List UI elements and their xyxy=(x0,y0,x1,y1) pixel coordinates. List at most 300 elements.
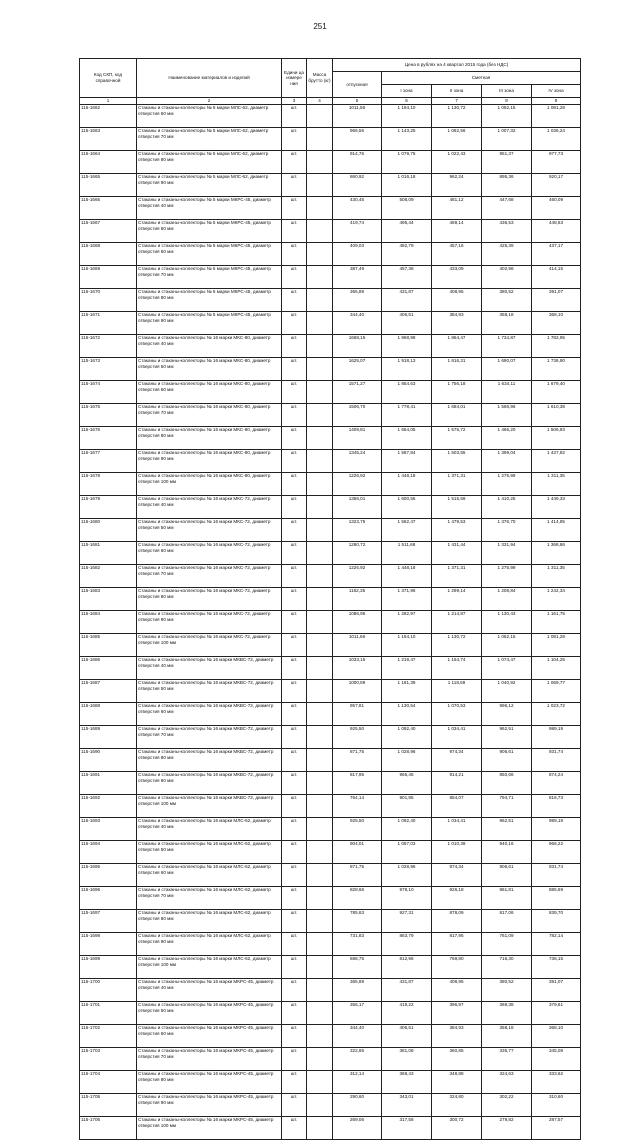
header-code: Код СКП, код справочной xyxy=(80,59,137,98)
zone-1-price: 495,44 xyxy=(382,220,432,243)
item-unit: шт. xyxy=(282,174,307,197)
item-name: Стаканы и стаканы-коллекторы № 5 марки МКРС-45, диаметр отверстия 40 мм xyxy=(137,197,282,220)
table-row xyxy=(80,634,581,657)
release-price: 914,76 xyxy=(333,151,382,174)
table-row xyxy=(80,1117,581,1140)
item-name: Стаканы и стаканы-коллекторы № 16 марки МКРС-45, диаметр отверстия 70 мм xyxy=(137,1048,282,1071)
item-mass xyxy=(307,151,333,174)
table-row xyxy=(80,657,581,680)
item-code: 115-1671 xyxy=(80,312,137,335)
table-row xyxy=(80,795,581,818)
table-row xyxy=(80,473,581,496)
item-unit: шт. xyxy=(282,841,307,864)
zone-3-price: 951,37 xyxy=(482,151,532,174)
item-code: 115-1702 xyxy=(80,1025,137,1048)
zone-3-price: 380,52 xyxy=(482,979,532,1002)
zone-3-price: 761,09 xyxy=(482,933,532,956)
table-row xyxy=(80,565,581,588)
item-mass xyxy=(307,841,333,864)
zone-2-price: 1 515,59 xyxy=(432,496,482,519)
item-code: 115-1678 xyxy=(80,473,137,496)
zone-4-price: 391,07 xyxy=(532,289,581,312)
zone-2-price: 974,34 xyxy=(432,864,482,887)
release-price: 1011,66 xyxy=(333,634,382,657)
zone-3-price: 817,06 xyxy=(482,910,532,933)
zone-4-price: 1 311,35 xyxy=(532,565,581,588)
item-code: 115-1677 xyxy=(80,450,137,473)
table-row xyxy=(80,588,581,611)
zone-2-price: 1 756,18 xyxy=(432,381,482,404)
release-price: 828,66 xyxy=(333,887,382,910)
zone-4-price: 1 081,28 xyxy=(532,634,581,657)
zone-2-price: 408,95 xyxy=(432,979,482,1002)
table-row xyxy=(80,749,581,772)
item-code: 115-1694 xyxy=(80,841,137,864)
release-price: 1625,07 xyxy=(333,358,382,381)
item-code: 115-1689 xyxy=(80,726,137,749)
release-price: 1226,92 xyxy=(333,473,382,496)
item-name: Стаканы и стаканы-коллекторы № 16 марки МКВС-72, диаметр отверстия 40 мм xyxy=(137,657,282,680)
item-mass xyxy=(307,933,333,956)
release-price: 966,56 xyxy=(333,128,382,151)
item-mass xyxy=(307,473,333,496)
item-name: Стаканы и стаканы-коллекторы № 16 марки МКС-72, диаметр отверстия 70 мм xyxy=(137,565,282,588)
item-code: 115-1676 xyxy=(80,427,137,450)
zone-1-price: 1 968,98 xyxy=(382,335,432,358)
item-mass xyxy=(307,910,333,933)
item-name: Стаканы и стаканы-коллекторы № 16 марки МКВС-72, диаметр отверстия 70 мм xyxy=(137,726,282,749)
zone-2-price: 1 575,72 xyxy=(432,427,482,450)
item-name: Стаканы и стаканы-коллекторы № 16 марки МКС-80, диаметр отверстия 100 мм xyxy=(137,473,282,496)
zone-1-price: 1 282,97 xyxy=(382,611,432,634)
item-mass xyxy=(307,588,333,611)
release-price: 1323,75 xyxy=(333,519,382,542)
item-mass xyxy=(307,381,333,404)
zone-4-price: 989,19 xyxy=(532,818,581,841)
item-unit: шт. xyxy=(282,795,307,818)
zone-3-price: 425,39 xyxy=(482,243,532,266)
item-unit: шт. xyxy=(282,105,307,128)
item-name: Стаканы и стаканы-коллекторы № 16 марки МЛС-62, диаметр отверстия 70 мм xyxy=(137,887,282,910)
table-row xyxy=(80,496,581,519)
zone-3-price: 1 040,92 xyxy=(482,680,532,703)
table-row xyxy=(80,864,581,887)
item-code: 115-1700 xyxy=(80,979,137,1002)
zone-3-price: 895,36 xyxy=(482,174,532,197)
item-code: 115-1697 xyxy=(80,910,137,933)
zone-1-price: 1 562,47 xyxy=(382,519,432,542)
zone-1-price: 1 092,40 xyxy=(382,818,432,841)
release-price: 365,89 xyxy=(333,979,382,1002)
table-row xyxy=(80,726,581,749)
table-row xyxy=(80,312,581,335)
item-unit: шт. xyxy=(282,657,307,680)
item-name: Стаканы и стаканы-коллекторы № 5 марки МЛС-62, диаметр отверстия 60 мм xyxy=(137,105,282,128)
item-unit: шт. xyxy=(282,1094,307,1117)
item-name: Стаканы и стаканы-коллекторы № 5 марки МКРС-45, диаметр отверстия 90 мм xyxy=(137,312,282,335)
release-price: 419,74 xyxy=(333,220,382,243)
item-code: 115-1670 xyxy=(80,289,137,312)
zone-1-price: 1 448,18 xyxy=(382,565,432,588)
zone-4-price: 368,10 xyxy=(532,312,581,335)
item-code: 115-1662 xyxy=(80,105,137,128)
item-unit: шт. xyxy=(282,312,307,335)
zone-4-price: 931,74 xyxy=(532,749,581,772)
zone-4-price: 1 069,77 xyxy=(532,680,581,703)
item-mass xyxy=(307,1048,333,1071)
item-unit: шт. xyxy=(282,933,307,956)
header-zone-2: II зона xyxy=(432,85,482,98)
item-unit: шт. xyxy=(282,864,307,887)
zone-4-price: 989,19 xyxy=(532,726,581,749)
release-price: 387,49 xyxy=(333,266,382,289)
zone-3-price: 794,71 xyxy=(482,795,532,818)
page-number: 251 xyxy=(313,22,327,31)
header-unit: Едини ца измере ния xyxy=(282,59,307,98)
zone-3-price: 996,12 xyxy=(482,703,532,726)
zone-4-price: 1 104,25 xyxy=(532,657,581,680)
column-number: 5 xyxy=(333,98,382,105)
release-price: 688,75 xyxy=(333,956,382,979)
item-name: Стаканы и стаканы-коллекторы № 5 марки МКРС-45, диаметр отверстия 50 мм xyxy=(137,220,282,243)
item-code: 115-1672 xyxy=(80,335,137,358)
zone-1-price: 1 092,40 xyxy=(382,726,432,749)
zone-2-price: 854,07 xyxy=(432,795,482,818)
release-price: 365,89 xyxy=(333,289,382,312)
zone-4-price: 437,17 xyxy=(532,243,581,266)
zone-2-price: 324,80 xyxy=(432,1094,482,1117)
zone-3-price: 402,98 xyxy=(482,266,532,289)
item-name: Стаканы и стаканы-коллекторы № 16 марки МКВС-72, диаметр отверстия 100 мм xyxy=(137,795,282,818)
zone-2-price: 348,88 xyxy=(432,1071,482,1094)
item-code: 115-1691 xyxy=(80,772,137,795)
item-code: 115-1679 xyxy=(80,496,137,519)
item-mass xyxy=(307,1071,333,1094)
zone-4-price: 1 437,82 xyxy=(532,450,581,473)
item-code: 115-1706 xyxy=(80,1117,137,1140)
zone-1-price: 1 371,96 xyxy=(382,588,432,611)
item-code: 115-1703 xyxy=(80,1048,137,1071)
release-price: 1571,27 xyxy=(333,381,382,404)
zone-1-price: 812,96 xyxy=(382,956,432,979)
zone-2-price: 469,14 xyxy=(432,220,482,243)
zone-2-price: 1 082,56 xyxy=(432,128,482,151)
zone-4-price: 1 610,38 xyxy=(532,404,581,427)
zone-3-price: 1 331,94 xyxy=(482,542,532,565)
zone-1-price: 368,43 xyxy=(382,1071,432,1094)
item-name: Стаканы и стаканы-коллекторы № 16 марки МКС-72, диаметр отверстия 90 мм xyxy=(137,611,282,634)
item-code: 115-1699 xyxy=(80,956,137,979)
zone-1-price: 343,01 xyxy=(382,1094,432,1117)
item-code: 115-1692 xyxy=(80,795,137,818)
item-unit: шт. xyxy=(282,220,307,243)
item-unit: шт. xyxy=(282,818,307,841)
zone-3-price: 906,61 xyxy=(482,749,532,772)
item-mass xyxy=(307,427,333,450)
zone-4-price: 874,24 xyxy=(532,772,581,795)
price-table xyxy=(79,58,581,1140)
zone-1-price: 508,09 xyxy=(382,197,432,220)
release-price: 1356,01 xyxy=(333,496,382,519)
item-mass xyxy=(307,496,333,519)
table-row xyxy=(80,542,581,565)
table-row xyxy=(80,1094,581,1117)
zone-4-price: 391,07 xyxy=(532,979,581,1002)
header-release-price: отпускная xyxy=(333,72,382,98)
zone-1-price: 457,38 xyxy=(382,266,432,289)
zone-2-price: 481,12 xyxy=(432,197,482,220)
release-price: 355,17 xyxy=(333,1002,382,1025)
release-price: 1086,95 xyxy=(333,611,382,634)
item-mass xyxy=(307,450,333,473)
zone-1-price: 1 664,05 xyxy=(382,427,432,450)
table-row xyxy=(80,105,581,128)
zone-4-price: 379,61 xyxy=(532,1002,581,1025)
zone-3-price: 279,82 xyxy=(482,1117,532,1140)
zone-1-price: 381,08 xyxy=(382,1048,432,1071)
item-name: Стаканы и стаканы-коллекторы № 16 марки МКС-72, диаметр отверстия 100 мм xyxy=(137,634,282,657)
zone-2-price: 1 118,68 xyxy=(432,680,482,703)
zone-2-price: 1 034,41 xyxy=(432,818,482,841)
item-mass xyxy=(307,772,333,795)
item-mass xyxy=(307,703,333,726)
item-unit: шт. xyxy=(282,473,307,496)
zone-1-price: 1 511,68 xyxy=(382,542,432,565)
table-row xyxy=(80,519,581,542)
zone-2-price: 1 371,31 xyxy=(432,473,482,496)
release-price: 785,63 xyxy=(333,910,382,933)
zone-3-price: 850,66 xyxy=(482,772,532,795)
zone-4-price: 1 081,28 xyxy=(532,105,581,128)
zone-1-price: 863,79 xyxy=(382,933,432,956)
item-mass xyxy=(307,105,333,128)
item-unit: шт. xyxy=(282,335,307,358)
item-unit: шт. xyxy=(282,381,307,404)
zone-4-price: 414,15 xyxy=(532,266,581,289)
release-price: 764,14 xyxy=(333,795,382,818)
item-unit: шт. xyxy=(282,887,307,910)
item-unit: шт. xyxy=(282,749,307,772)
zone-3-price: 1 052,15 xyxy=(482,105,532,128)
column-number: 9 xyxy=(532,98,581,105)
zone-1-price: 431,87 xyxy=(382,289,432,312)
item-code: 115-1704 xyxy=(80,1071,137,1094)
header-estimate-price: Сметная xyxy=(382,72,581,85)
zone-4-price: 885,69 xyxy=(532,887,581,910)
column-number: 4 xyxy=(307,98,333,105)
zone-1-price: 1 028,96 xyxy=(382,749,432,772)
zone-4-price: 1 449,33 xyxy=(532,496,581,519)
zone-2-price: 1 864,47 xyxy=(432,335,482,358)
zone-2-price: 1 010,39 xyxy=(432,841,482,864)
item-name: Стаканы и стаканы-коллекторы № 16 марки МЛС-62, диаметр отверстия 60 мм xyxy=(137,864,282,887)
header-zone-4: IV зона xyxy=(532,85,581,98)
zone-4-price: 1 036,24 xyxy=(532,128,581,151)
table-row xyxy=(80,680,581,703)
zone-4-price: 1 242,34 xyxy=(532,588,581,611)
zone-4-price: 333,62 xyxy=(532,1071,581,1094)
zone-4-price: 1 023,72 xyxy=(532,703,581,726)
item-mass xyxy=(307,634,333,657)
column-number: 3 xyxy=(282,98,307,105)
zone-2-price: 1 034,41 xyxy=(432,726,482,749)
zone-4-price: 736,15 xyxy=(532,956,581,979)
zone-2-price: 974,34 xyxy=(432,749,482,772)
zone-1-price: 1 143,25 xyxy=(382,128,432,151)
zone-3-price: 1 275,99 xyxy=(482,473,532,496)
release-price: 860,92 xyxy=(333,174,382,197)
zone-2-price: 1 130,72 xyxy=(432,105,482,128)
zone-1-price: 1 067,03 xyxy=(382,841,432,864)
zone-4-price: 977,73 xyxy=(532,151,581,174)
zone-2-price: 457,16 xyxy=(432,243,482,266)
zone-2-price: 360,85 xyxy=(432,1048,482,1071)
zone-3-price: 1 275,99 xyxy=(482,565,532,588)
zone-1-price: 978,10 xyxy=(382,887,432,910)
zone-3-price: 962,51 xyxy=(482,818,532,841)
item-unit: шт. xyxy=(282,979,307,1002)
zone-4-price: 448,63 xyxy=(532,220,581,243)
zone-2-price: 817,95 xyxy=(432,933,482,956)
release-price: 871,75 xyxy=(333,864,382,887)
zone-1-price: 1 181,39 xyxy=(382,680,432,703)
item-name: Стаканы и стаканы-коллекторы № 16 марки МКВС-72, диаметр отверстия 50 мм xyxy=(137,680,282,703)
zone-3-price: 1 399,04 xyxy=(482,450,532,473)
item-mass xyxy=(307,795,333,818)
item-code: 115-1685 xyxy=(80,634,137,657)
item-mass xyxy=(307,864,333,887)
zone-2-price: 384,93 xyxy=(432,1025,482,1048)
item-code: 115-1683 xyxy=(80,588,137,611)
item-code: 115-1666 xyxy=(80,197,137,220)
item-code: 115-1669 xyxy=(80,266,137,289)
zone-1-price: 1 778,41 xyxy=(382,404,432,427)
zone-2-price: 1 684,01 xyxy=(432,404,482,427)
item-mass xyxy=(307,611,333,634)
item-name: Стаканы и стаканы-коллекторы № 16 марки МКС-80, диаметр отверстия 40 мм xyxy=(137,335,282,358)
zone-3-price: 1 734,87 xyxy=(482,335,532,358)
item-code: 115-1705 xyxy=(80,1094,137,1117)
item-unit: шт. xyxy=(282,197,307,220)
table-row xyxy=(80,1002,581,1025)
zone-2-price: 878,09 xyxy=(432,910,482,933)
zone-2-price: 1 503,55 xyxy=(432,450,482,473)
item-name: Стаканы и стаканы-коллекторы № 16 марки МКРС-45, диаметр отверстия 50 мм xyxy=(137,1002,282,1025)
zone-1-price: 1 194,10 xyxy=(382,105,432,128)
table-row xyxy=(80,151,581,174)
item-mass xyxy=(307,289,333,312)
zone-1-price: 1 016,18 xyxy=(382,174,432,197)
item-unit: шт. xyxy=(282,1117,307,1140)
item-mass xyxy=(307,1002,333,1025)
zone-4-price: 310,60 xyxy=(532,1094,581,1117)
item-mass xyxy=(307,749,333,772)
item-name: Стаканы и стаканы-коллекторы № 16 марки МКВС-72, диаметр отверстия 80 мм xyxy=(137,749,282,772)
item-unit: шт. xyxy=(282,404,307,427)
item-code: 115-1701 xyxy=(80,1002,137,1025)
item-unit: шт. xyxy=(282,588,307,611)
item-code: 115-1663 xyxy=(80,128,137,151)
release-price: 871,75 xyxy=(333,749,382,772)
item-unit: шт. xyxy=(282,450,307,473)
zone-1-price: 965,45 xyxy=(382,772,432,795)
table-row xyxy=(80,197,581,220)
item-mass xyxy=(307,358,333,381)
table-row xyxy=(80,841,581,864)
zone-1-price: 431,87 xyxy=(382,979,432,1002)
release-price: 925,50 xyxy=(333,818,382,841)
item-unit: шт. xyxy=(282,542,307,565)
zone-1-price: 1 918,13 xyxy=(382,358,432,381)
item-name: Стаканы и стаканы-коллекторы № 16 марки МЛС-62, диаметр отверстия 80 мм xyxy=(137,910,282,933)
release-price: 1011,56 xyxy=(333,105,382,128)
item-name: Стаканы и стаканы-коллекторы № 16 марки МКС-72, диаметр отверстия 40 мм xyxy=(137,496,282,519)
item-unit: шт. xyxy=(282,1071,307,1094)
zone-3-price: 1 466,20 xyxy=(482,427,532,450)
item-name: Стаканы и стаканы-коллекторы № 5 марки МКРС-45, диаметр отверстия 70 мм xyxy=(137,266,282,289)
zone-2-price: 1 479,53 xyxy=(432,519,482,542)
item-name: Стаканы и стаканы-коллекторы № 16 марки МКРС-45, диаметр отверстия 100 мм xyxy=(137,1117,282,1140)
zone-1-price: 1 194,10 xyxy=(382,634,432,657)
zone-3-price: 1 566,96 xyxy=(482,404,532,427)
zone-1-price: 1 130,54 xyxy=(382,703,432,726)
table-row xyxy=(80,174,581,197)
item-name: Стаканы и стаканы-коллекторы № 5 марки МКРС-45, диаметр отверстия 80 мм xyxy=(137,289,282,312)
zone-2-price: 1 070,53 xyxy=(432,703,482,726)
item-code: 115-1664 xyxy=(80,151,137,174)
zone-1-price: 1 028,96 xyxy=(382,864,432,887)
zone-1-price: 1 219,47 xyxy=(382,657,432,680)
item-code: 115-1695 xyxy=(80,864,137,887)
zone-3-price: 1 052,15 xyxy=(482,634,532,657)
table-body xyxy=(80,105,581,1140)
release-price: 344,40 xyxy=(333,1025,382,1048)
zone-1-price: 1 854,63 xyxy=(382,381,432,404)
zone-1-price: 317,58 xyxy=(382,1117,432,1140)
zone-3-price: 436,53 xyxy=(482,220,532,243)
zone-2-price: 1 022,43 xyxy=(432,151,482,174)
zone-2-price: 300,72 xyxy=(432,1117,482,1140)
item-mass xyxy=(307,657,333,680)
table-row xyxy=(80,611,581,634)
item-name: Стаканы и стаканы-коллекторы № 5 марки МЛС-62, диаметр отверстия 80 мм xyxy=(137,151,282,174)
item-mass xyxy=(307,887,333,910)
item-unit: шт. xyxy=(282,128,307,151)
zone-4-price: 460,09 xyxy=(532,197,581,220)
item-name: Стаканы и стаканы-коллекторы № 5 марки МЛС-62, диаметр отверстия 90 мм xyxy=(137,174,282,197)
item-unit: шт. xyxy=(282,358,307,381)
item-mass xyxy=(307,174,333,197)
table-row xyxy=(80,358,581,381)
zone-3-price: 1 074,47 xyxy=(482,657,532,680)
item-code: 115-1696 xyxy=(80,887,137,910)
item-mass xyxy=(307,128,333,151)
zone-2-price: 396,97 xyxy=(432,1002,482,1025)
item-mass xyxy=(307,565,333,588)
zone-4-price: 368,10 xyxy=(532,1025,581,1048)
item-code: 115-1665 xyxy=(80,174,137,197)
table-row xyxy=(80,887,581,910)
zone-3-price: 1 130,43 xyxy=(482,611,532,634)
item-unit: шт. xyxy=(282,243,307,266)
table-row xyxy=(80,243,581,266)
item-unit: шт. xyxy=(282,151,307,174)
table-row xyxy=(80,818,581,841)
zone-2-price: 1 214,87 xyxy=(432,611,482,634)
table-row xyxy=(80,1048,581,1071)
zone-3-price: 369,38 xyxy=(482,1002,532,1025)
item-mass xyxy=(307,335,333,358)
